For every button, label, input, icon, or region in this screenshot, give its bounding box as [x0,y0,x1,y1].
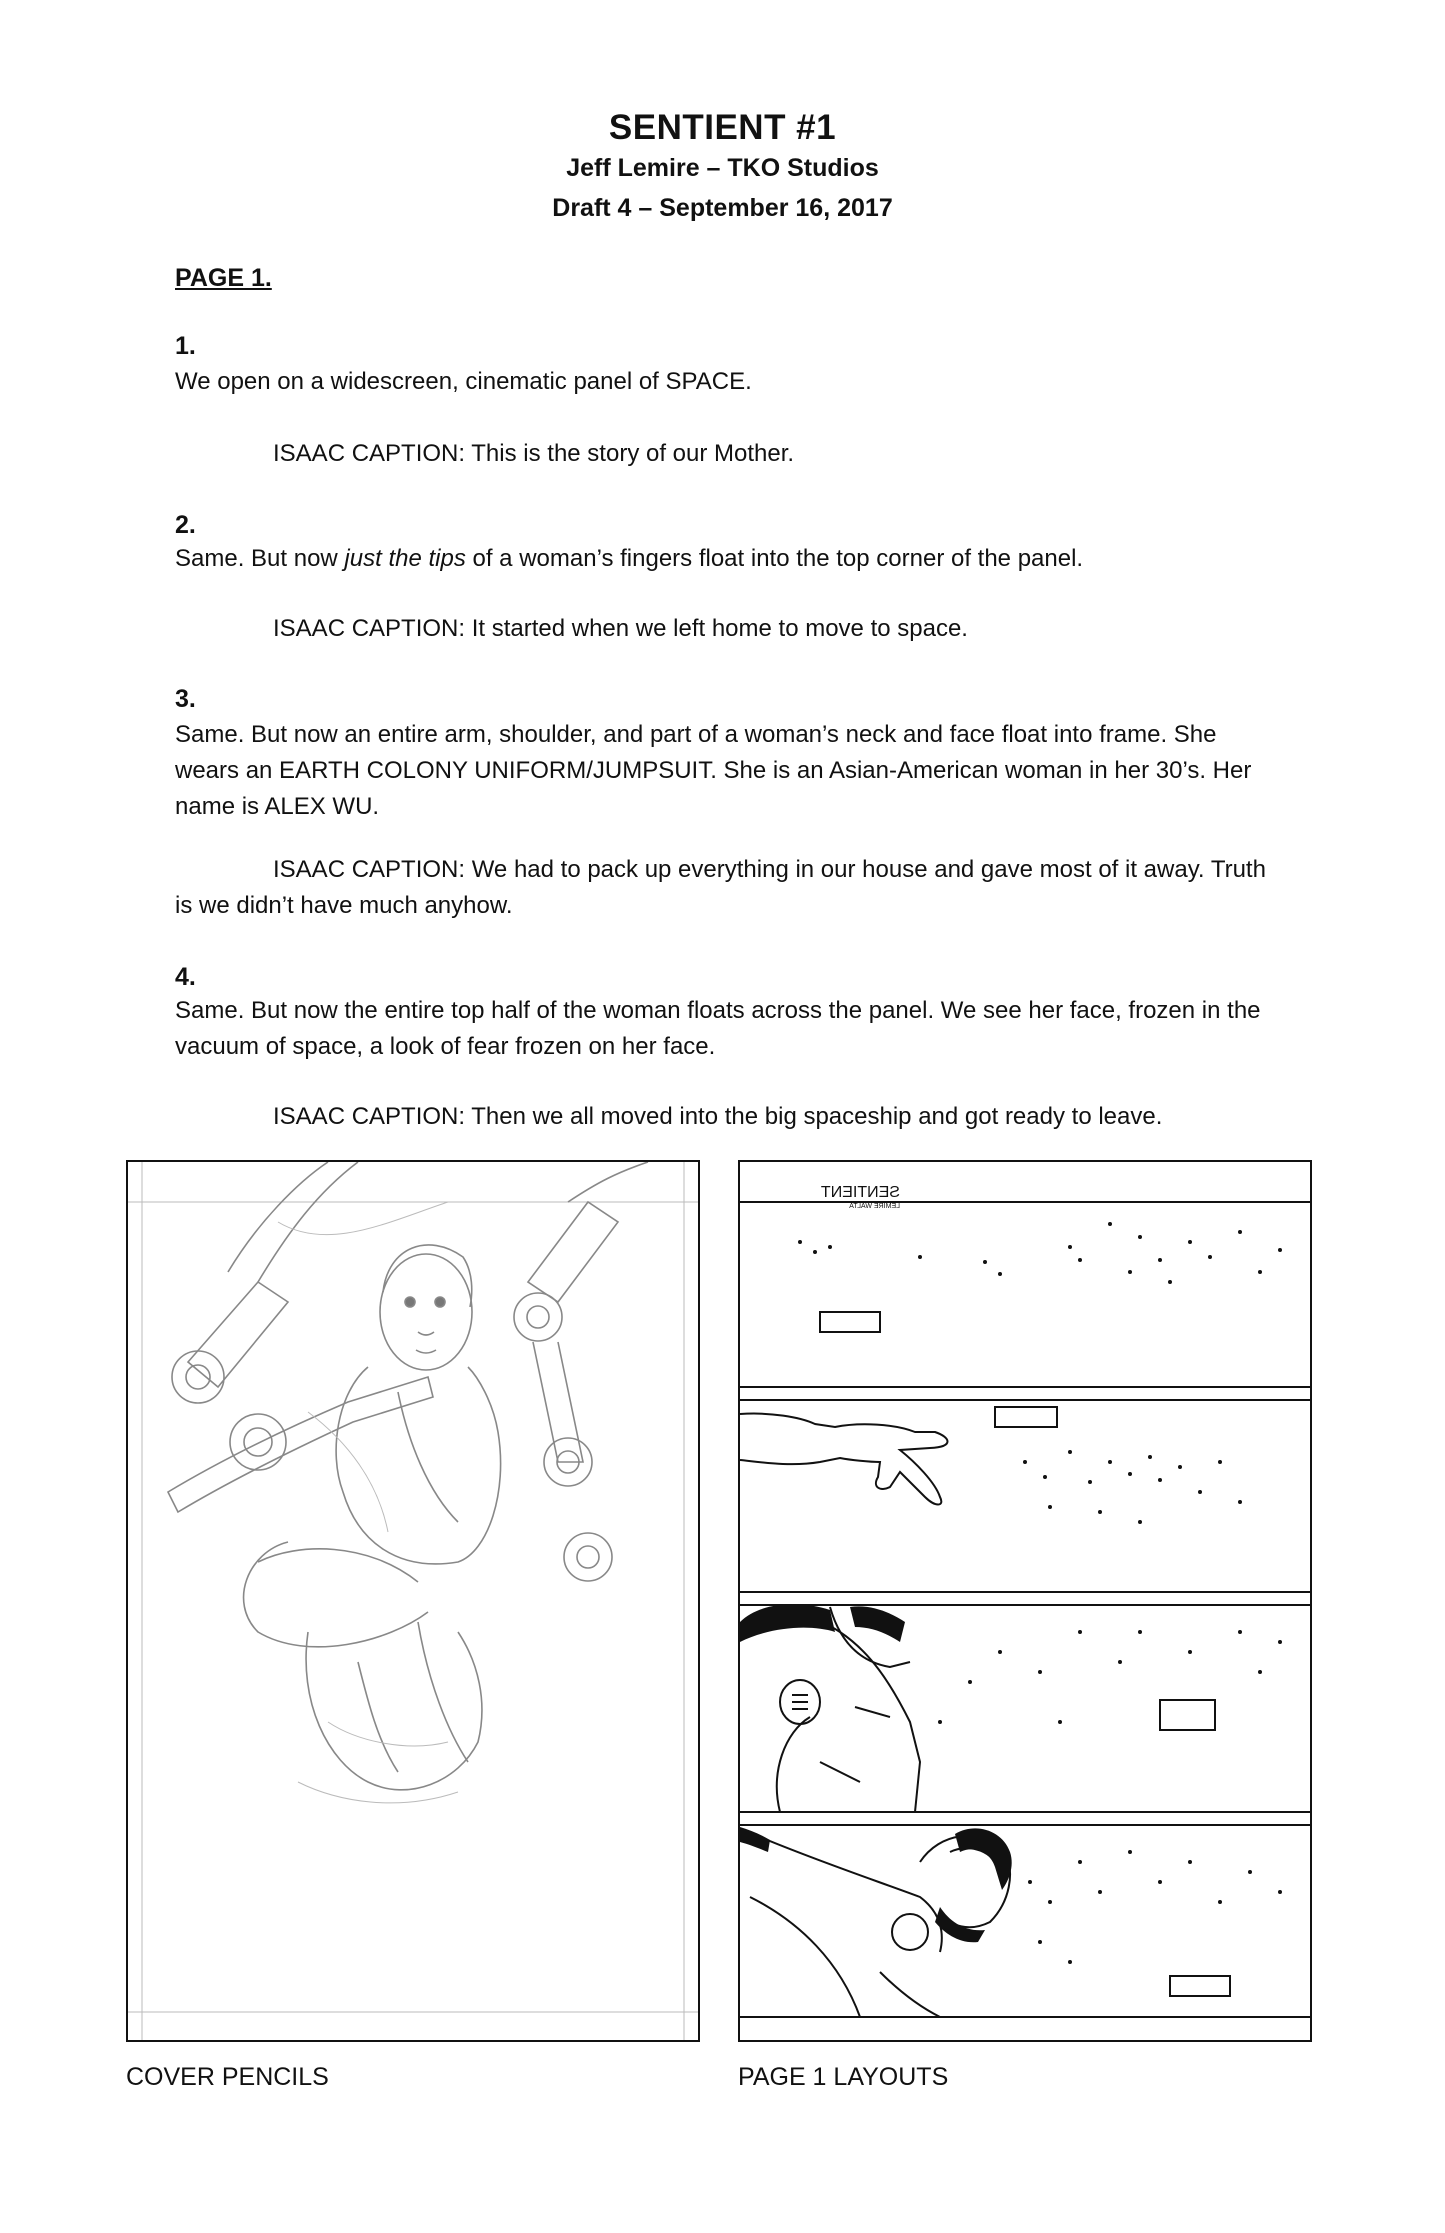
page-1-layouts-image [738,1160,1312,2042]
page-1-layouts-sketch [740,1162,1310,2040]
document-byline: Jeff Lemire – TKO Studios [566,154,879,182]
layout-logo-text: SENTIENT [820,1184,900,1201]
layout-logo-subtext: LEMIRE WALTA [849,1203,900,1210]
panel-2-caption: ISAAC CAPTION: It started when we left home to move to space. [273,615,968,642]
panel-1-description: We open on a widescreen, cinematic panel of SPACE. [175,368,752,395]
cover-pencils-image [126,1160,700,2042]
panel-4-description: Same. But now the entire top half of the woman floats across the panel. We see her face, frozen in the vacuum of space, a look of fear frozen on her face. [175,997,1261,1060]
page-label: PAGE 1. [175,264,272,292]
panel-3-description: Same. But now an entire arm, shoulder, and part of a woman’s neck and face float into frame. She wears an EARTH COLONY UNIFORM/JUMPSUIT. She is an Asian-American woman in her 30’s. Her name is ALEX WU. [175,721,1252,820]
panel-4-number: 4. [175,963,196,991]
cover-pencils-caption: COVER PENCILS [126,2063,329,2091]
panel-1-caption: ISAAC CAPTION: This is the story of our Mother. [273,440,795,467]
panel-3-number: 3. [175,685,196,713]
panel-1-number: 1. [175,332,196,360]
document-title: SENTIENT #1 [608,108,837,147]
cover-pencils-sketch [128,1162,698,2040]
page-1-layouts-caption: PAGE 1 LAYOUTS [738,2063,949,2091]
panel-3-caption: ISAAC CAPTION: We had to pack up everything in our house and gave most of it away. Truth is we didn’t have much anyhow. [175,856,1266,919]
document-draft-date: Draft 4 – September 16, 2017 [552,194,893,222]
panel-2-number: 2. [175,511,196,539]
panel-2-description: Same. But now just the tips of a woman’s fingers float into the top corner of the panel. [175,545,1084,572]
panel-4-caption: ISAAC CAPTION: Then we all moved into the big spaceship and got ready to leave. [273,1103,1163,1130]
